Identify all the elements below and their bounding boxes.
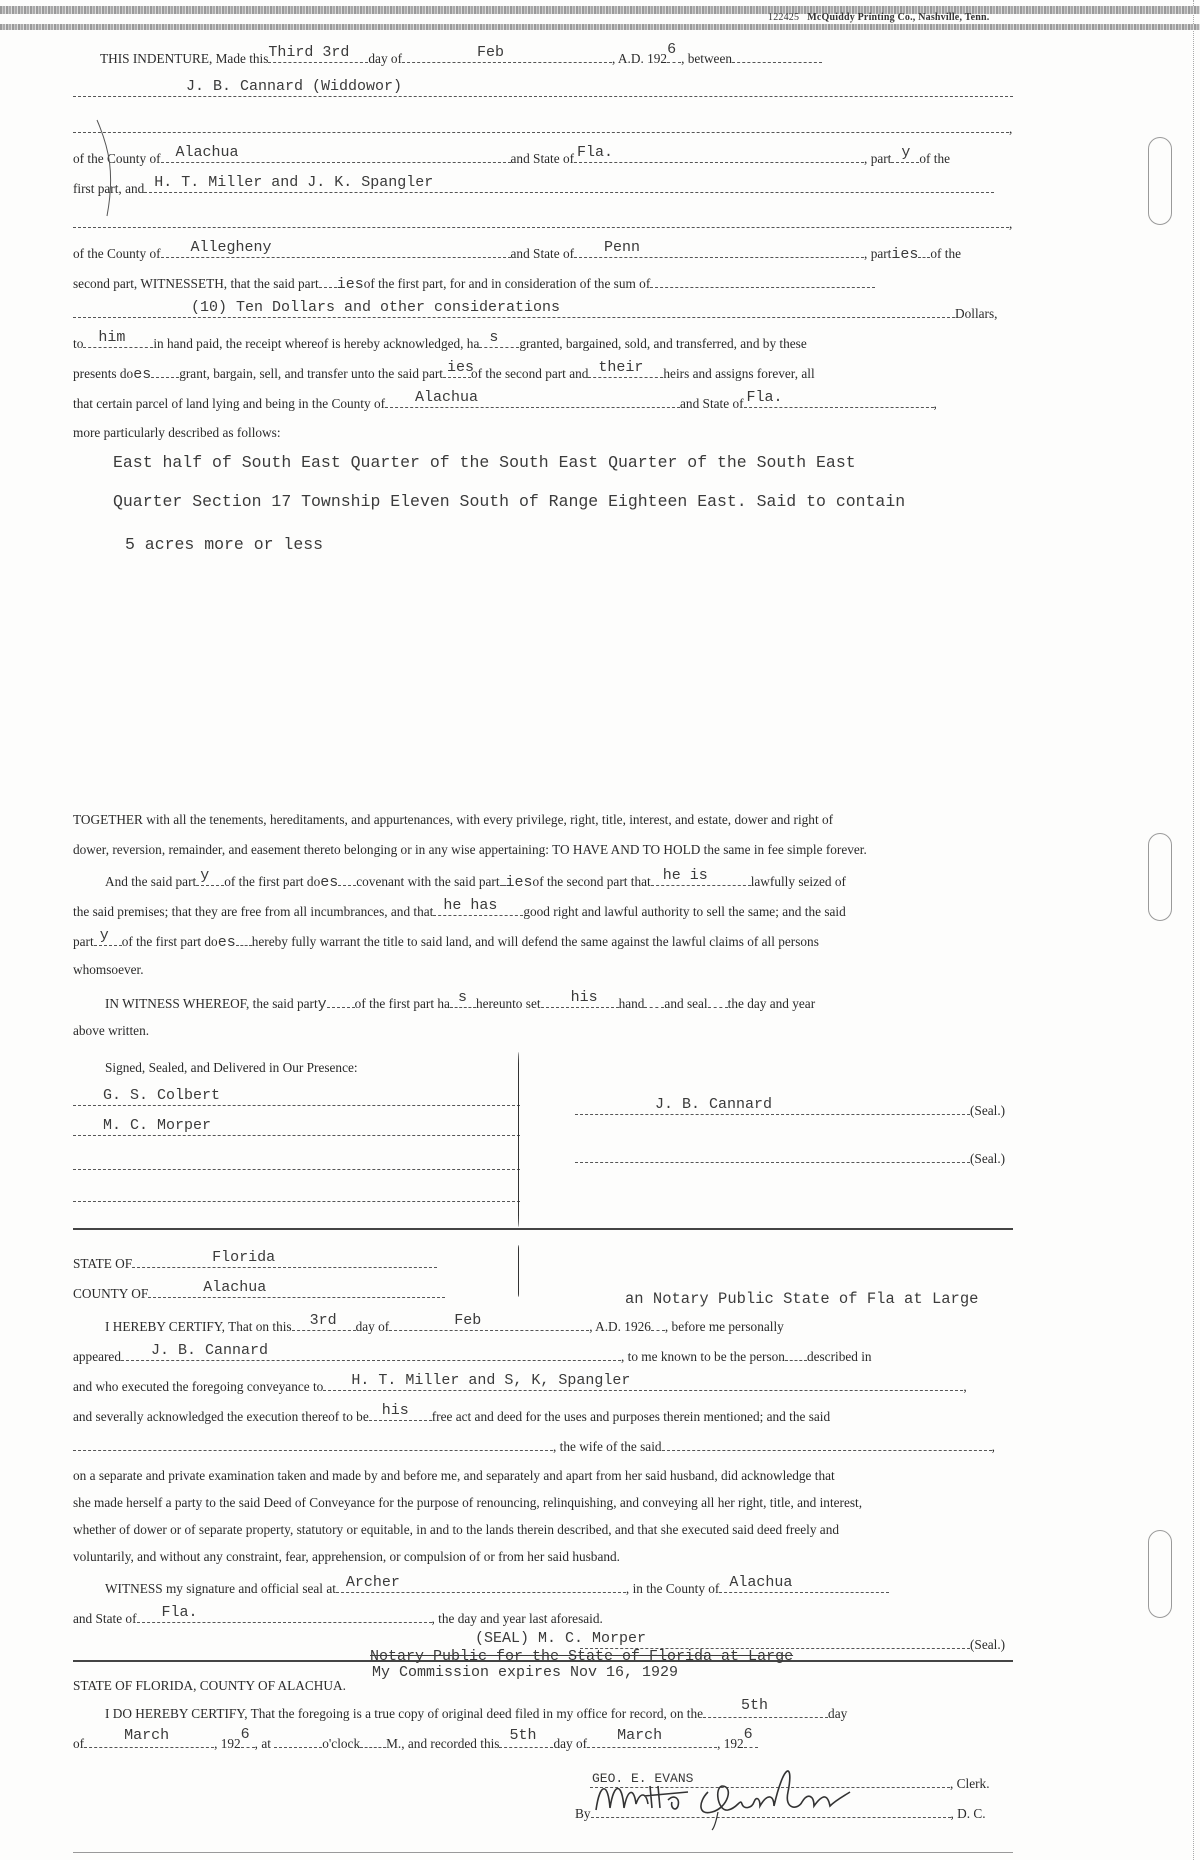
ack-state-of-line: and State of Fla. , the day and year last aforesaid. — [73, 1604, 603, 1626]
parcel-county-field[interactable]: Alachua — [385, 395, 680, 408]
in-witness-line: IN WITNESS WHEREOF, the said party of the first part ha s hereunto set his hand and seal the day and year — [105, 989, 816, 1013]
ack-brace — [518, 1245, 519, 1297]
day-field[interactable]: Third 3rd — [268, 50, 368, 63]
separate-line-3: whether of dower or of separate property, statutory or equitable, in and to the lands therein described, and that she executed said deed freely and — [73, 1522, 840, 1537]
year-field[interactable]: 6 — [667, 50, 681, 63]
header-band-top — [0, 6, 1200, 14]
commission-expires: My Commission expires Nov 16, 1929 — [372, 1664, 679, 1681]
premises-line: the said premises; that they are free from all incumbrances, and that he has good right and lawful authority to sell the same; and the said — [73, 897, 846, 919]
description-line-3: 5 acres more or less — [125, 535, 324, 554]
printer-name: McQuiddy Printing Co., Nashville, Tenn. — [807, 12, 990, 23]
witness-4 — [73, 1189, 520, 1206]
paid-line: to him in hand paid, the receipt whereof is hereby acknowledged, ha s granted, bargained, sold, and transferred, and by these — [73, 329, 807, 351]
grantees-field-2[interactable] — [73, 215, 1009, 228]
above-written: above written. — [73, 1023, 150, 1038]
between-fill — [732, 50, 822, 63]
grantees-field[interactable]: H. T. Miller and J. K. Spangler — [144, 180, 994, 193]
grantees-line-2: , — [73, 215, 1012, 232]
presents-line: presents does grant, bargain, sell, and transfer unto the said part ies of the second part and their heirs and assigns forever, all — [73, 359, 815, 383]
grantor-field-2[interactable] — [73, 120, 1009, 133]
printer-imprint — [768, 12, 989, 23]
description-line-2: Quarter Section 17 Township Eleven South of Range Eighteen East. Said to contain — [113, 492, 906, 511]
ack-county-line: COUNTY OF Alachua — [73, 1285, 445, 1302]
paid-to-field[interactable]: him — [83, 335, 153, 348]
signatory-1: J. B. Cannard (Seal.) — [575, 1102, 1005, 1119]
appeared-line: appeared J. B. Cannard , to me known to be the person described in — [73, 1342, 872, 1364]
parcel-state-field[interactable]: Fla. — [744, 395, 934, 408]
grantor-county-field[interactable]: Alachua — [161, 150, 511, 163]
recording-certify-line: I DO HEREBY CERTIFY, That the foregoing is a true copy of original deed filed in my office for record, on the 5th day — [105, 1697, 848, 1721]
grantor-part-field[interactable]: y — [891, 150, 919, 163]
witness-1: G. S. Colbert — [73, 1093, 520, 1110]
grantees-line: first part, and H. T. Miller and J. K. Spangler — [73, 180, 994, 197]
grantee-county-line: of the County of Allegheny and State of Penn , parties of the — [73, 239, 962, 263]
grantee-state-field[interactable]: Penn — [574, 245, 864, 258]
indenture-line-1: THIS INDENTURE, Made this Third 3rd day of Feb , A.D. 192 6 , between — [100, 50, 822, 67]
consideration-field[interactable]: (10) Ten Dollars and other considerations — [73, 305, 955, 318]
margin-mark — [95, 118, 125, 218]
severally-line: and severally acknowledged the execution thereof to be his free act and deed for the uses and purposes therein mentioned; and the said — [73, 1402, 831, 1424]
certify-line: I HEREBY CERTIFY, That on this 3rd day of Feb , A.D. 1926 , before me personally — [105, 1312, 784, 1334]
grantor-line-2: , — [73, 120, 1012, 137]
witness-seal-line: WITNESS my signature and official seal at Archer , in the County of Alachua — [105, 1580, 889, 1597]
described-line: more particularly described as follows: — [73, 425, 281, 440]
deputy-clerk-signature — [588, 1752, 858, 1832]
together-line-1: TOGETHER with all the tenements, hereditaments, and appurtenances, with every privilege, right, title, interest, and estate, dower and right of — [73, 812, 834, 827]
notary-note: an Notary Public State of Fla at Large — [625, 1290, 979, 1308]
separate-line-2: she made herself a party to the said Deed of Conveyance for the purpose of renouncing, relinquishing, and conveying all her right, title, and interest, — [73, 1495, 863, 1510]
covenant-line: And the said part y of the first part does covenant with the said part iesof the second part that he is lawfully seized of — [105, 867, 846, 891]
page-edge — [1193, 0, 1195, 1860]
notary-signature: (SEAL) M. C. Morper — [475, 1630, 647, 1647]
binder-hole-top — [1148, 137, 1172, 225]
grantor-county-line: of the County of Alachua and State of Fla. , part y of the — [73, 144, 951, 166]
ack-state-line: STATE OF Florida — [73, 1255, 437, 1272]
page-bottom-edge — [73, 1852, 1013, 1853]
recording-date-line: of March , 192 6 , at o'clock M., and recorded this 5th day of March , 192 6 — [73, 1735, 758, 1752]
signature-brace — [518, 1052, 519, 1227]
form-number: 122425 — [768, 12, 800, 23]
grantee-county-field[interactable]: Allegheny — [161, 245, 511, 258]
warrant-line: part y of the first part does hereby fully warrant the title to said land, and will defend the same against the lawful claims of all persons — [73, 927, 819, 951]
grantor-state-field[interactable]: Fla. — [574, 150, 864, 163]
separate-line-4: voluntarily, and without any constraint, fear, apprehension, or compulsion of or from her said husband. — [73, 1549, 620, 1564]
whomsoever-line: whomsoever. — [73, 962, 144, 977]
parcel-line: that certain parcel of land lying and being in the County of Alachua and State of Fla. , — [73, 389, 937, 411]
notary-seal-line: (Seal.) — [580, 1636, 1005, 1653]
grantor-field[interactable]: J. B. Cannard (Widdowor) — [73, 84, 1013, 97]
witnesseth-line: second part, WITNESSETH, that the said part iesof the first part, for and in consideration of the sum of — [73, 275, 875, 293]
together-line-2: dower, reversion, remainder, and easement thereto belonging or in any wise appertaining: TO HAVE AND TO HOLD the same in fee simple forever. — [73, 842, 867, 857]
signatory-2: (Seal.) — [575, 1150, 1005, 1167]
header-band-bottom — [0, 24, 1200, 30]
month-field[interactable]: Feb — [402, 50, 612, 63]
witness-2: M. C. Morper — [73, 1123, 520, 1140]
wife-line: , the wife of the said , — [73, 1438, 995, 1455]
recording-title: STATE OF FLORIDA, COUNTY OF ALACHUA. — [73, 1678, 346, 1693]
binder-hole-bottom — [1148, 1530, 1172, 1618]
binder-hole-middle — [1148, 833, 1172, 921]
description-line-1: East half of South East Quarter of the South East Quarter of the South East — [113, 453, 856, 472]
section-rule-1 — [73, 1228, 1013, 1230]
deputy-clerk-line: By , D. C. — [575, 1806, 986, 1821]
witness-3 — [73, 1157, 520, 1174]
executed-line: and who executed the foregoing conveyance to H. T. Miller and S, K, Spangler , — [73, 1372, 967, 1394]
separate-line-1: on a separate and private examination taken and made by and before me, and separately and apart from her said husband, did acknowledge that — [73, 1468, 835, 1483]
signed-sealed-label: Signed, Sealed, and Delivered in Our Presence: — [105, 1060, 358, 1075]
consideration-line: (10) Ten Dollars and other considerations Dollars, — [73, 305, 997, 322]
clerk-line: GEO. E. EVANS , Clerk. — [592, 1771, 990, 1791]
grantor-line — [73, 78, 1013, 101]
notary-title: Notary Public for the State of Florida at Large — [370, 1648, 794, 1665]
